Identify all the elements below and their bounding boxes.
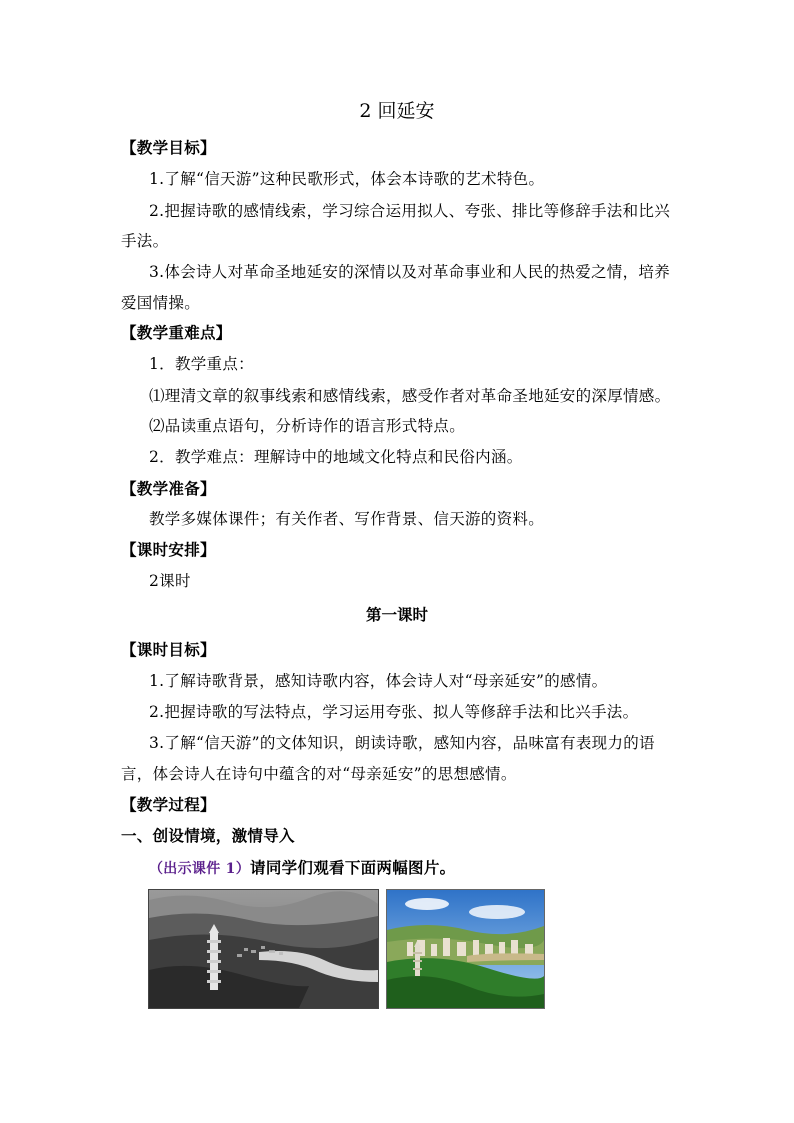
goal-1: 1.了解“信天游”这种民歌形式，体会本诗歌的艺术特色。 — [149, 170, 545, 188]
prep-header: 【教学准备】 — [121, 479, 216, 498]
goal-2-line-2: 手法。 — [121, 232, 169, 250]
schedule-text: 2课时 — [149, 572, 191, 590]
courseware-text: 请同学们观看下面两幅图片。 — [250, 858, 456, 877]
key-1-b: ⑵品读重点语句，分析诗作的语言形式特点。 — [149, 417, 466, 435]
lesson-goals-header: 【课时目标】 — [121, 640, 216, 659]
key-1-a: ⑴理清文章的叙事线索和感情线索，感受作者对革命圣地延安的深厚情感。 — [149, 387, 671, 405]
key-1: 1．教学重点： — [149, 355, 254, 373]
goal-2-line-1: 2.把握诗歌的感情线索，学习综合运用拟人、夸张、排比等修辞手法和比兴 — [149, 202, 670, 220]
key-header: 【教学重难点】 — [121, 323, 232, 342]
lesson-goal-1: 1.了解诗歌背景，感知诗歌内容，体会诗人对“母亲延安”的感情。 — [149, 672, 608, 690]
goal-3-line-1: 3.体会诗人对革命圣地延安的深情以及对革命事业和人民的热爱之情，培养 — [149, 263, 670, 281]
goals-header: 【教学目标】 — [121, 138, 216, 157]
goal-3-line-2: 爱国情操。 — [121, 294, 201, 312]
courseware-tag: （出示课件 1） — [149, 861, 251, 877]
process-header: 【教学过程】 — [121, 795, 216, 814]
prep-text: 教学多媒体课件；有关作者、写作背景、信天游的资料。 — [149, 510, 545, 528]
yanan-historic-photo — [148, 889, 379, 1009]
yanan-modern-photo — [386, 889, 545, 1009]
step-1: 一、创设情境，激情导入 — [121, 826, 295, 845]
lesson-1-title: 第一课时 — [365, 605, 428, 624]
key-2: 2．教学难点：理解诗中的地域文化特点和民俗内涵。 — [149, 448, 523, 466]
lesson-goal-2: 2.把握诗歌的写法特点，学习运用夸张、拟人等修辞手法和比兴手法。 — [149, 703, 639, 721]
courseware-line — [149, 857, 709, 880]
lesson-goal-3-line-1: 3.了解“信天游”的文体知识，朗读诗歌，感知内容，品味富有表现力的语 — [149, 734, 655, 752]
lesson-goal-3-line-2: 言，体会诗人在诗句中蕴含的对“母亲延安”的思想感情。 — [121, 765, 517, 783]
schedule-header: 【课时安排】 — [121, 540, 216, 559]
page-title: 2 回延安 — [359, 100, 435, 122]
